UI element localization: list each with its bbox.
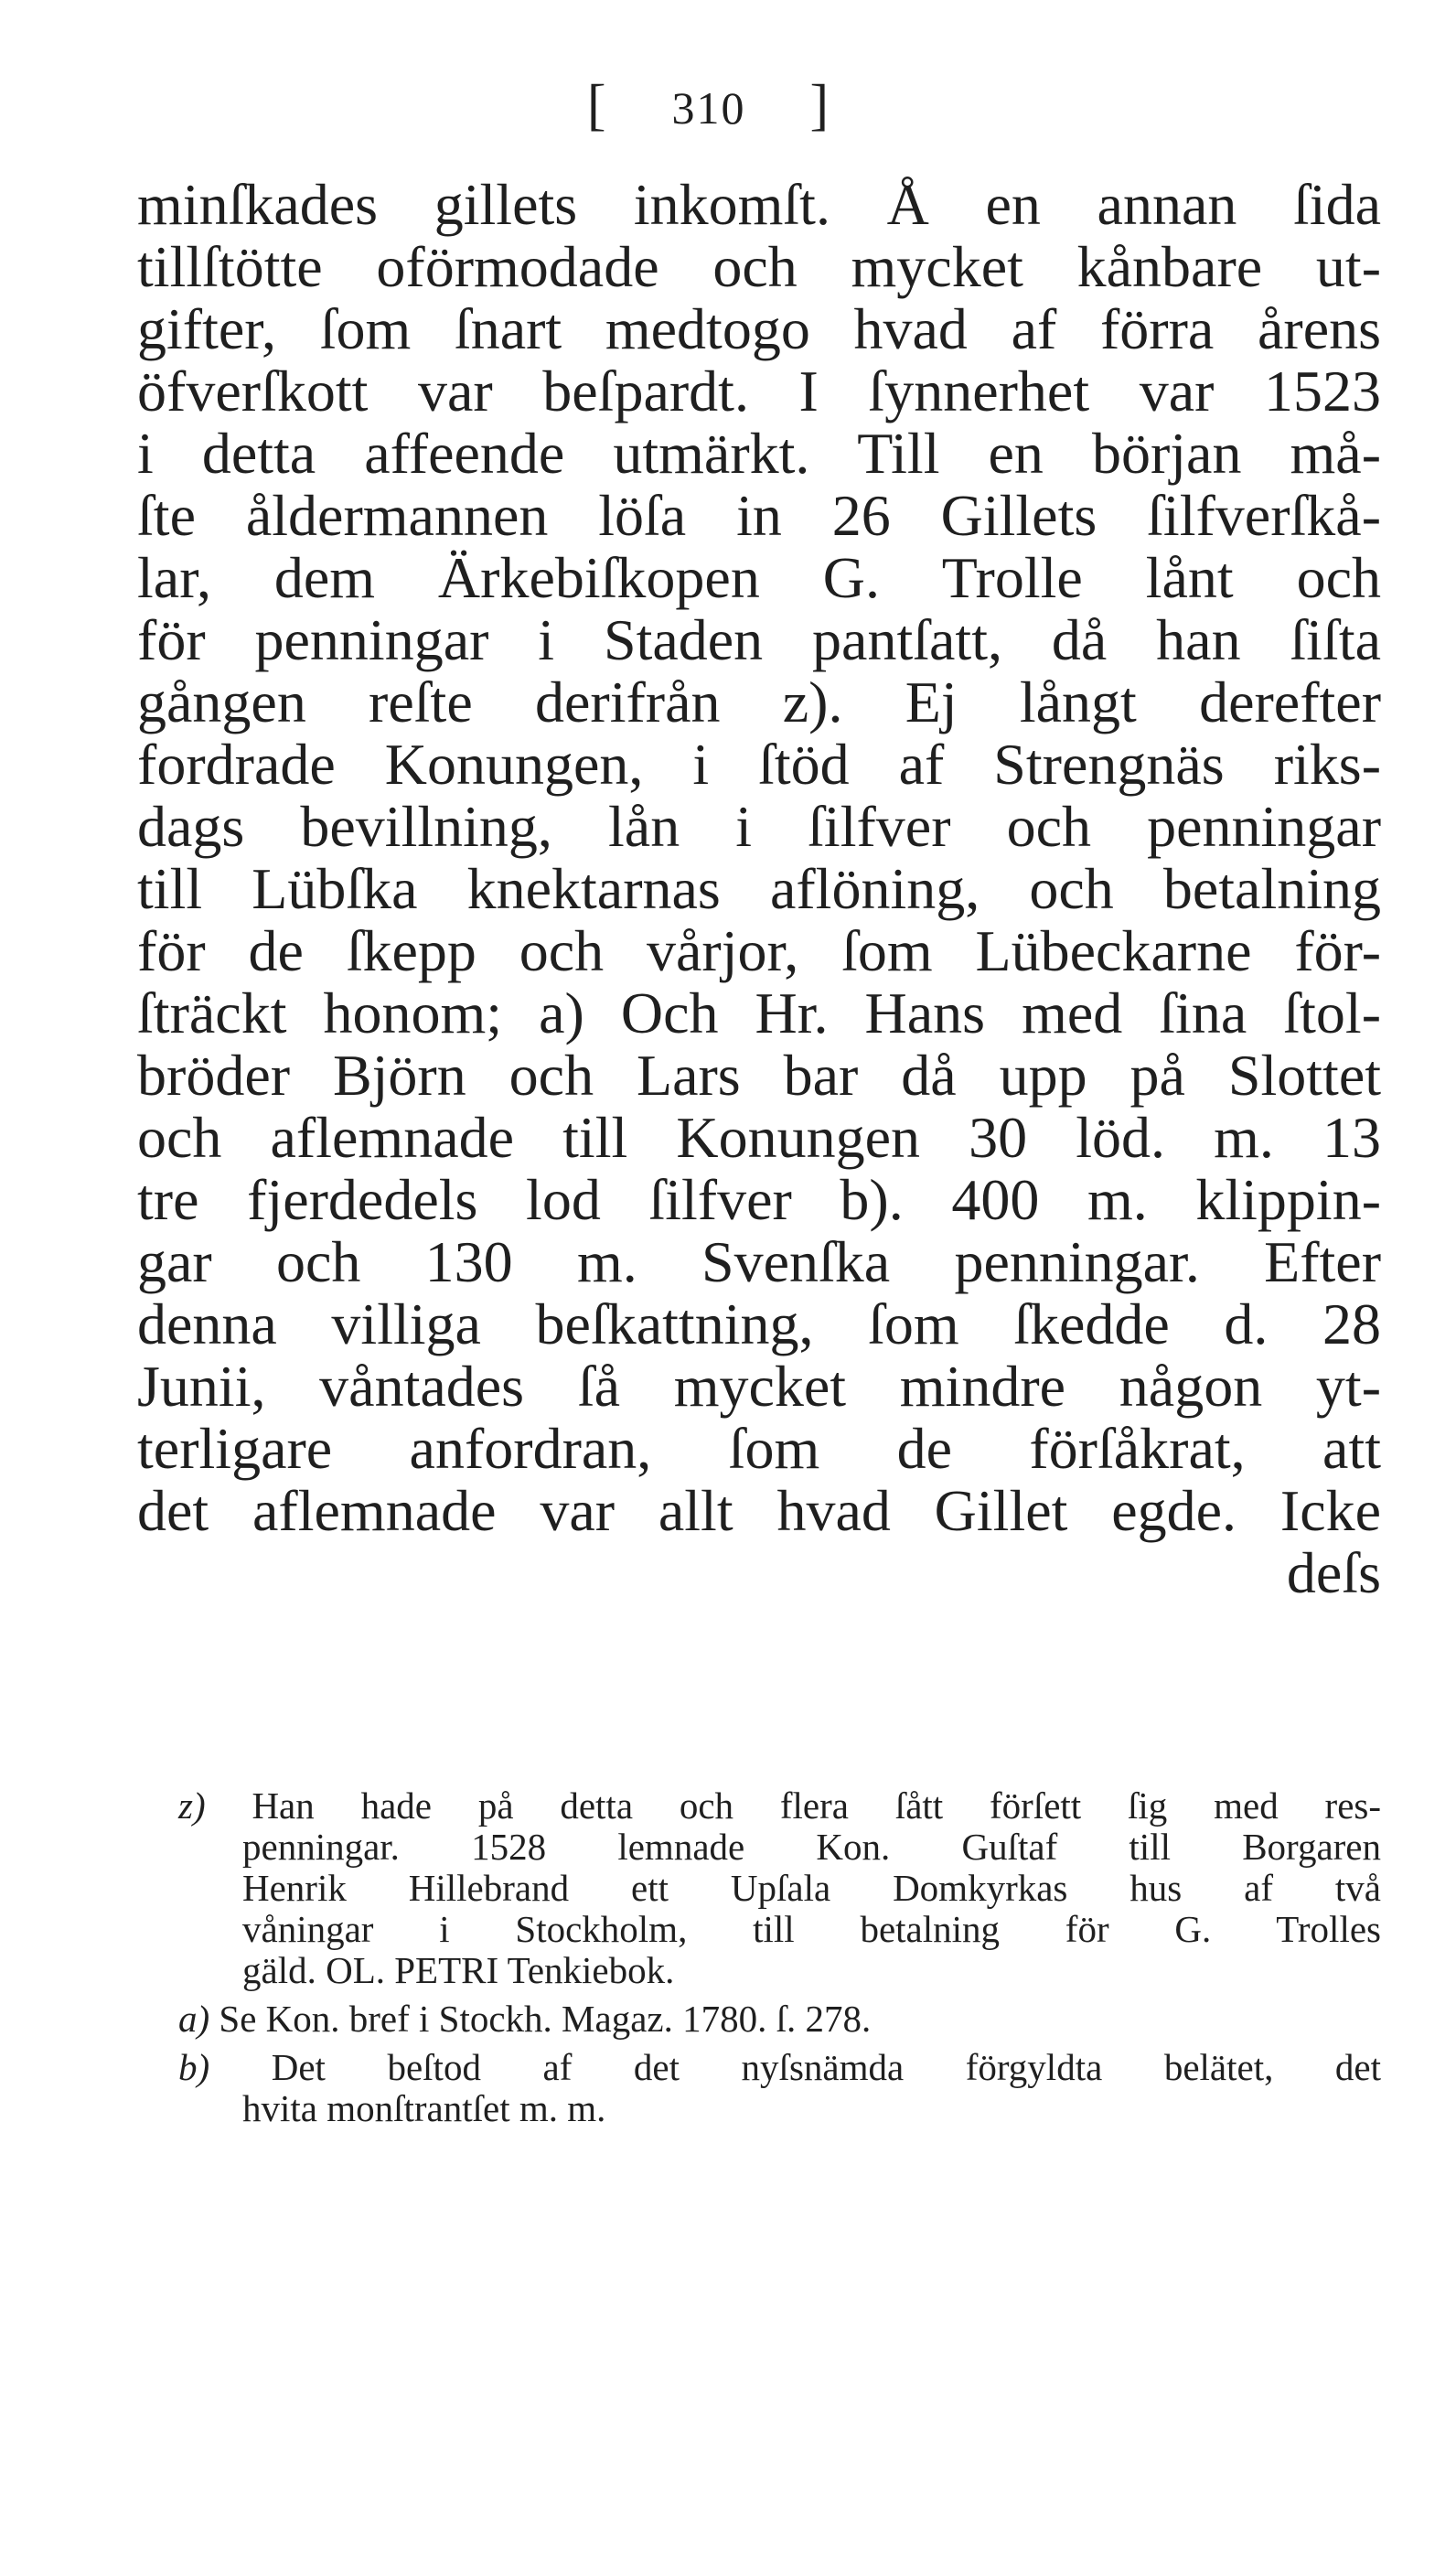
footnote-line: våningar i Stockholm, till betalning för G. Trolles (242, 1908, 1381, 1950)
body-line: öfverſkott var beſpardt. I ſynnerhet var 1523 (137, 359, 1381, 423)
body-line: gar och 130 m. Svenſka penningar. Efter (137, 1229, 1381, 1294)
body-line: gången reſte derifrån z). Ej långt derefter (137, 670, 1381, 734)
body-line: terligare anfordran, ſom de förſåkrat, att (137, 1416, 1381, 1481)
body-line: tillſtötte oförmodade och mycket kånbare ut- (137, 234, 1381, 299)
body-line: lar, dem Ärkebiſkopen G. Trolle lånt och (137, 545, 1381, 610)
footnote-text: Se Kon. bref i Stockh. Magaz. 1780. ſ. 278. (219, 1998, 872, 2040)
catchword: deſs (1286, 1540, 1381, 1605)
page-number: 310 (671, 82, 746, 134)
body-line: ſträckt honom; a) Och Hr. Hans med ſina ſtol- (137, 981, 1381, 1045)
body-line: och aflemnade till Konungen 30 löd. m. 13 (137, 1105, 1381, 1170)
footnote-mark: a) (178, 1998, 210, 2040)
body-line: dags bevillning, lån i ſilfver och penningar (137, 794, 1381, 859)
header-bracket-right: ] (809, 74, 831, 136)
footnote-b (178, 2046, 1382, 2129)
footnote-a (178, 1998, 1381, 2040)
footnotes (178, 1784, 1382, 2137)
footnote-z (178, 1784, 1382, 1991)
body-line: det aflemnade var allt hvad Gillet egde. Icke (137, 1478, 1381, 1543)
body-text (137, 174, 1381, 1604)
body-line: fordrade Konungen, i ſtöd af Strengnäs riks- (137, 732, 1381, 797)
footnote-line: gäld. OL. PETRI Tenkiebok. (242, 1949, 675, 1991)
header-bracket-left: [ (586, 74, 608, 136)
body-line: denna villiga beſkattning, ſom ſkedde d. 28 (137, 1291, 1381, 1356)
body-line: gifter, ſom ſnart medtogo hvad af förra årens (137, 296, 1381, 361)
footnote-line: Henrik Hillebrand ett Upſala Domkyrkas hus af två (242, 1867, 1381, 1909)
body-line: ſte åldermannen löſa in 26 Gillets ſilfverſkå- (137, 483, 1381, 548)
body-line: för penningar i Staden pantſatt, då han ſiſta (137, 607, 1381, 672)
footnote-text: Han hade på detta och flera ſått förſett ſig med res- (252, 1784, 1382, 1827)
body-line: Junii, våntades ſå mycket mindre någon yt- (137, 1354, 1381, 1419)
body-line: bröder Björn och Lars bar då upp på Slottet (137, 1043, 1381, 1108)
footnote-line (178, 1999, 1381, 2040)
footnote-line: penningar. 1528 lemnade Kon. Guſtaf till Borgaren (242, 1826, 1381, 1868)
footnote-mark: b) (178, 2046, 210, 2088)
body-line: för de ſkepp och vårjor, ſom Lübeckarne för- (137, 918, 1381, 983)
page-header (512, 73, 905, 138)
footnote-line (178, 2047, 1381, 2088)
body-line: minſkades gillets inkomſt. Å en annan ſida (137, 172, 1381, 237)
footnote-line: hvita monſtrantſet m. m. (242, 2087, 606, 2129)
body-line: i detta affeende utmärkt. Till en början må- (137, 421, 1381, 486)
footnote-text: Det beſtod af det nyſsnämda förgyldta belätet, det (271, 2046, 1382, 2088)
footnote-mark: z) (178, 1784, 206, 1827)
footnote-line (178, 1785, 1381, 1827)
body-line: tre fjerdedels lod ſilfver b). 400 m. klippin- (137, 1167, 1381, 1232)
body-line: till Lübſka knektarnas aflöning, och betalning (137, 856, 1381, 921)
